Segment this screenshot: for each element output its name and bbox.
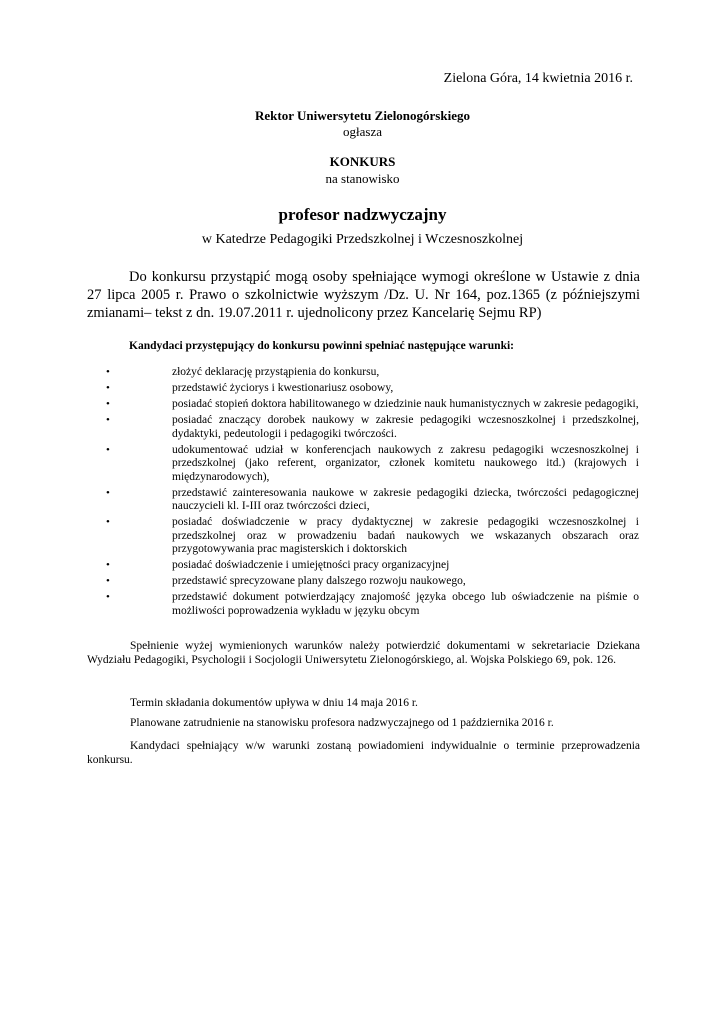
notification-paragraph: Kandydaci spełniający w/w warunki zostaną powiadomieni indywidualnie o terminie przeprowadzenia konkursu. [87, 740, 640, 766]
list-item [0, 575, 725, 589]
list-item [0, 382, 725, 396]
announces-text: ogłasza [343, 124, 382, 139]
for-position-text: na stanowisko [325, 171, 400, 186]
bullet-icon: • [106, 414, 110, 426]
list-item [0, 414, 725, 441]
bullet-icon: • [106, 591, 110, 603]
employment-paragraph: Planowane zatrudnienie na stanowisku profesora nadzwyczajnego od 1 października 2016 r. [130, 717, 554, 729]
list-item [0, 559, 725, 573]
list-item [0, 487, 725, 514]
condition-text: przedstawić życiorys i kwestionariusz osobowy, [172, 382, 394, 394]
condition-text: złożyć deklarację przystąpienia do konkursu, [172, 366, 380, 378]
bullet-icon: • [106, 516, 110, 528]
condition-text: posiadać doświadczenie i umiejętności pracy organizacyjnej [172, 559, 450, 571]
bullet-icon: • [106, 575, 110, 587]
deadline-paragraph: Termin składania dokumentów upływa w dniu 14 maja 2016 r. [130, 697, 418, 709]
bullet-icon: • [106, 382, 110, 394]
competition-title: KONKURS [329, 154, 396, 169]
department-name: w Katedrze Pedagogiki Przedszkolnej i Wczesnoszkolnej [201, 232, 524, 247]
documents-paragraph: Spełnienie wyżej wymienionych warunków należy potwierdzić dokumentami w sekretariacie Dziekana Wydziału Pedagogiki, Psychologii i Socjologii Uniwersytetu Zielonogórskiego, al. Wojska Polskiego 69, pok. 126. [87, 640, 640, 666]
condition-text: posiadać znaczący dorobek naukowy w zakresie pedagogiki wczesnoszkolnej i przedszkolnej, dydaktyki, pedeutologii i pedagogiki twórczości. [172, 414, 639, 440]
condition-text: przedstawić zainteresowania naukowe w zakresie pedagogiki dziecka, twórczości pedagogicznej nauczycieli kl. I-III oraz twórczości dzieci, [172, 486, 639, 512]
conditions-heading: Kandydaci przystępujący do konkursu powinni spełniać następujące warunki: [129, 340, 515, 352]
bullet-icon: • [106, 559, 110, 571]
condition-text: posiadać stopień doktora habilitowanego w dziedzinie nauk humanistycznych w zakresie pedagogiki, [172, 398, 639, 410]
issuer-title: Rektor Uniwersytetu Zielonogórskiego [255, 108, 470, 123]
place-and-date: Zielona Góra, 14 kwietnia 2016 r. [443, 71, 633, 86]
conditions-list [0, 366, 725, 621]
bullet-icon: • [106, 486, 110, 499]
list-item [0, 398, 725, 412]
list-item [0, 444, 725, 485]
bullet-icon: • [106, 398, 110, 410]
list-item [0, 366, 725, 380]
position-title: profesor nadzwyczajny [278, 205, 447, 224]
condition-text: przedstawić dokument potwierdzający znajomość języka obcego lub oświadczenie na piśmie o możliwości poprowadzenia wykładu w języku obcym [172, 591, 639, 617]
condition-text: udokumentować udział w konferencjach naukowych z zakresu pedagogiki wczesnoszkolnej i przedszkolnej (jako referent, organizator, członek komitetu naukowego itd.) (krajowych i międzynarodowych), [172, 443, 639, 483]
list-item [0, 516, 725, 557]
condition-text: posiadać doświadczenie w pracy dydaktycznej w zakresie pedagogiki wczesnoszkolnej i przedszkolnej oraz w prowadzeniu badań naukowych we wskazanych obszarach oraz przygotowywania prac magisterskich i doktorskich [172, 516, 639, 555]
bullet-icon: • [106, 443, 110, 456]
condition-text: przedstawić sprecyzowane plany dalszego rozwoju naukowego, [172, 575, 466, 587]
intro-paragraph: Do konkursu przystąpić mogą osoby spełniające wymogi określone w Ustawie z dnia 27 lipca 2005 r. Prawo o szkolnictwie wyższym /Dz. U. Nr 164, poz.1365 (z późniejszymi zmianami– tekst z dn. 19.07.2011 r. ujednolicony przez Kancelarię Sejmu RP) [87, 269, 640, 321]
list-item [0, 591, 725, 618]
bullet-icon: • [106, 366, 110, 378]
